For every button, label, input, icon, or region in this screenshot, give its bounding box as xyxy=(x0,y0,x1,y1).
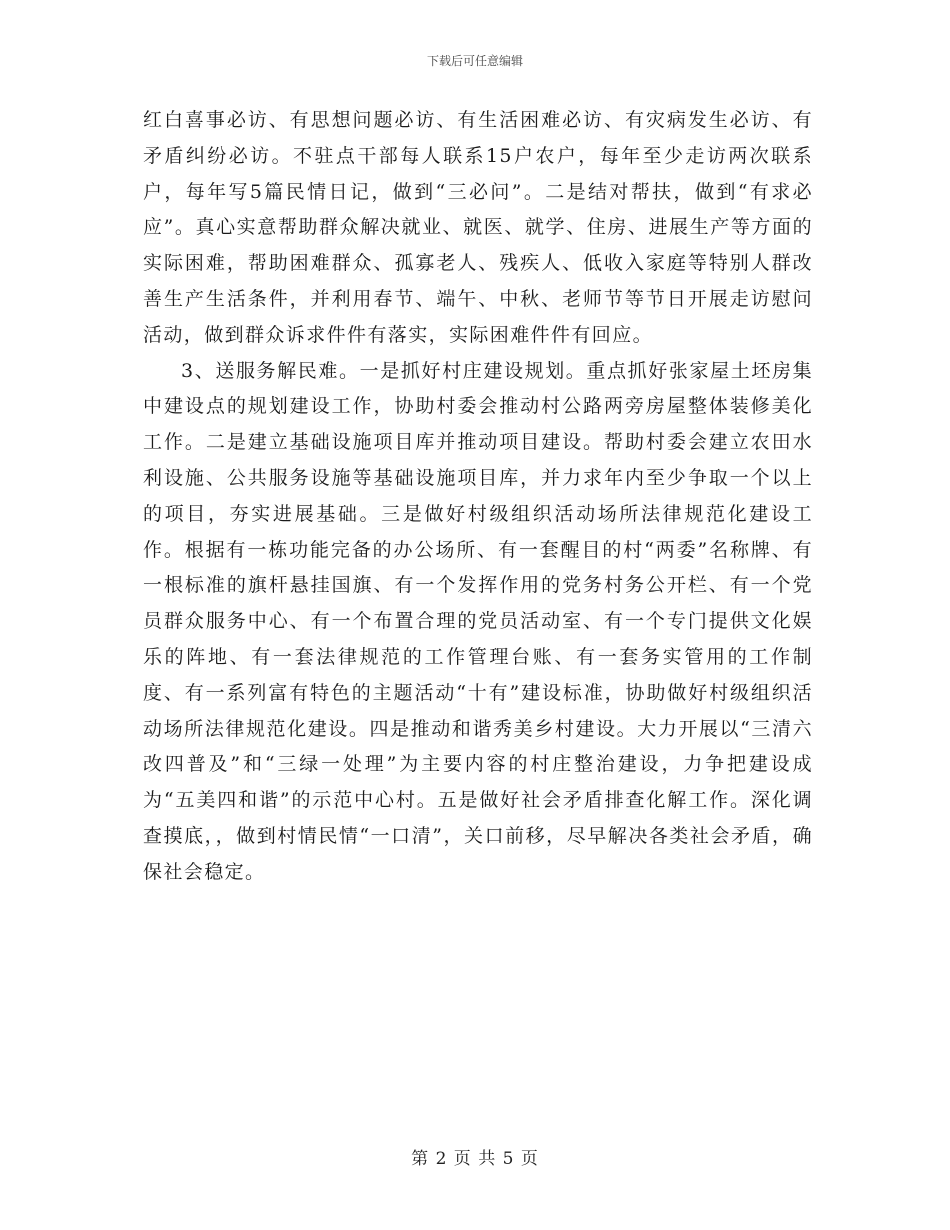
document-body xyxy=(143,103,813,891)
page-header: 下载后可任意编辑 xyxy=(426,54,523,68)
page-number: 第 2 页 共 5 页 xyxy=(411,1149,539,1169)
body-paragraph-1: 红白喜事必访、有思想问题必访、有生活困难必访、有灾病发生必访、有矛盾纠纷必访。不驻点干部每人联系15户农户，每年至少走访两次联系户，每年写5篇民情日记，做到“三必问”。二是结对帮扶，做到“有求必应”。真心实意帮助群众解决就业、就医、就学、住房、进展生产等方面的实际困难，帮助困难群众、孤寡老人、残疾人、低收入家庭等特别人群改善生产生活条件，并利用春节、端午、中秋、老师节等节日开展走访慰问活动，做到群众诉求件件有落实，实际困难件件有回应。 xyxy=(143,109,813,346)
body-paragraph-2: 3、送服务解民难。一是抓好村庄建设规划。重点抓好张家屋土坯房集中建设点的规划建设工作，协助村委会推动村公路两旁房屋整体装修美化工作。二是建立基础设施项目库并推动项目建设。帮助村委会建立农田水利设施、公共服务设施等基础设施项目库，并力求年内至少争取一个以上的项目，夯实进展基础。三是做好村级组织活动场所法律规范化建设工作。根据有一栋功能完备的办公场所、有一套醒目的村“两委”名称牌、有一根标准的旗杆悬挂国旗、有一个发挥作用的党务村务公开栏、有一个党员群众服务中心、有一个布置合理的党员活动室、有一个专门提供文化娱乐的阵地、有一套法律规范的工作管理台账、有一套务实管用的工作制度、有一系列富有特色的主题活动“十有”建设标准，协助做好村级组织活动场所法律规范化建设。四是推动和谐秀美乡村建设。大力开展以“三清六改四普及”和“三绿一处理”为主要内容的村庄整治建设，力争把建设成为“五美四和谐”的示范中心村。五是做好社会矛盾排查化解工作。深化调查摸底，，做到村情民情“一口清”，关口前移，尽早解决各类社会矛盾，确保社会稳定。 xyxy=(143,359,813,883)
